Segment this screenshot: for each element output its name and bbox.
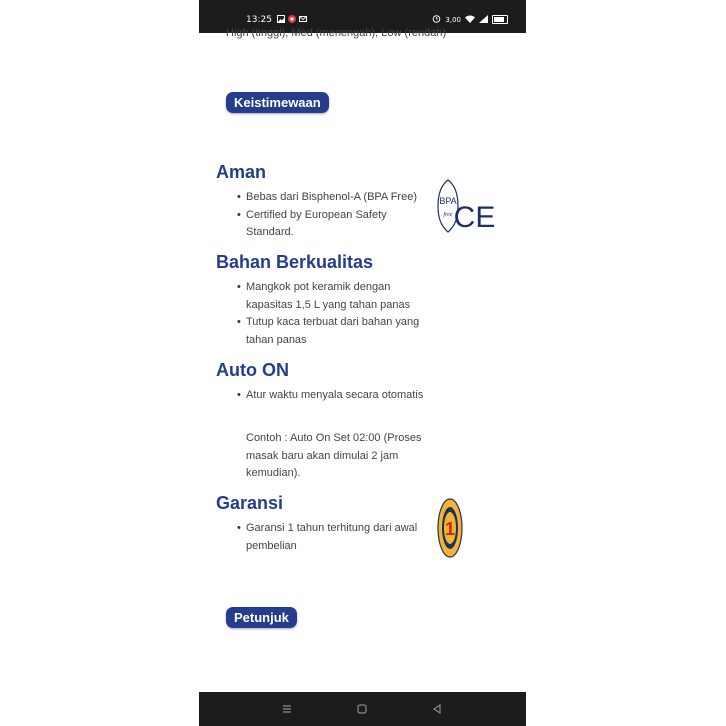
list-item: • Bebas dari Bisphenol-A (BPA Free) [237, 189, 432, 207]
list-item: • Tutup kaca terbuat dari bahan yang tahan panas [237, 314, 432, 349]
bpa-free-text: free [443, 212, 453, 218]
app-notification-icon [288, 15, 296, 23]
cut-off-text: High (tinggi), Med (menengah), Low (rendah) [226, 27, 447, 39]
list-item: • Atur waktu menyala secara otomatis [237, 387, 432, 405]
menu-icon[interactable] [279, 701, 295, 717]
petunjuk-pill: Petunjuk [226, 607, 297, 628]
wifi-icon [465, 15, 475, 25]
auto-on-example: Contoh : Auto On Set 02:00 (Proses masak baru akan dimulai 2 jam kemudian). [246, 432, 422, 479]
auto-on-title: Auto ON [216, 360, 289, 380]
notification-icons [277, 15, 307, 23]
ce-text: CE [453, 201, 496, 234]
status-right-icons [432, 14, 508, 25]
bahan-title: Bahan Berkualitas [216, 252, 374, 272]
warranty-number: 1 [444, 519, 456, 539]
keistimewaan-pill: Keistimewaan [226, 92, 329, 113]
bpa-text: BPA [439, 196, 457, 206]
back-triangle-icon[interactable] [429, 701, 445, 717]
auto-on-bullets [237, 387, 432, 405]
bahan-bullets [237, 279, 432, 349]
aman-bullets [237, 189, 432, 242]
gmail-icon [299, 15, 307, 23]
warranty-seal-badge [437, 497, 463, 559]
alarm-icon [432, 14, 441, 25]
home-square-icon[interactable] [354, 701, 370, 717]
network-speed: 3,00 [445, 15, 461, 24]
list-item: • Garansi 1 tahun terhitung dari awal pembelian [237, 520, 432, 555]
status-time: 13:25 [246, 15, 272, 25]
navigation-bar [199, 692, 526, 726]
list-item: • Certified by European Safety Standard. [237, 207, 432, 242]
image-icon [277, 15, 285, 23]
aman-title: Aman [216, 162, 267, 182]
ce-mark-badge [453, 194, 496, 236]
garansi-bullets [237, 520, 432, 555]
phone-screen [199, 0, 526, 726]
signal-icon [479, 15, 488, 25]
battery-icon [492, 15, 508, 24]
garansi-title: Garansi [216, 493, 284, 513]
list-item: • Mangkok pot keramik dengan kapasitas 1,5 L yang tahan panas [237, 279, 432, 314]
